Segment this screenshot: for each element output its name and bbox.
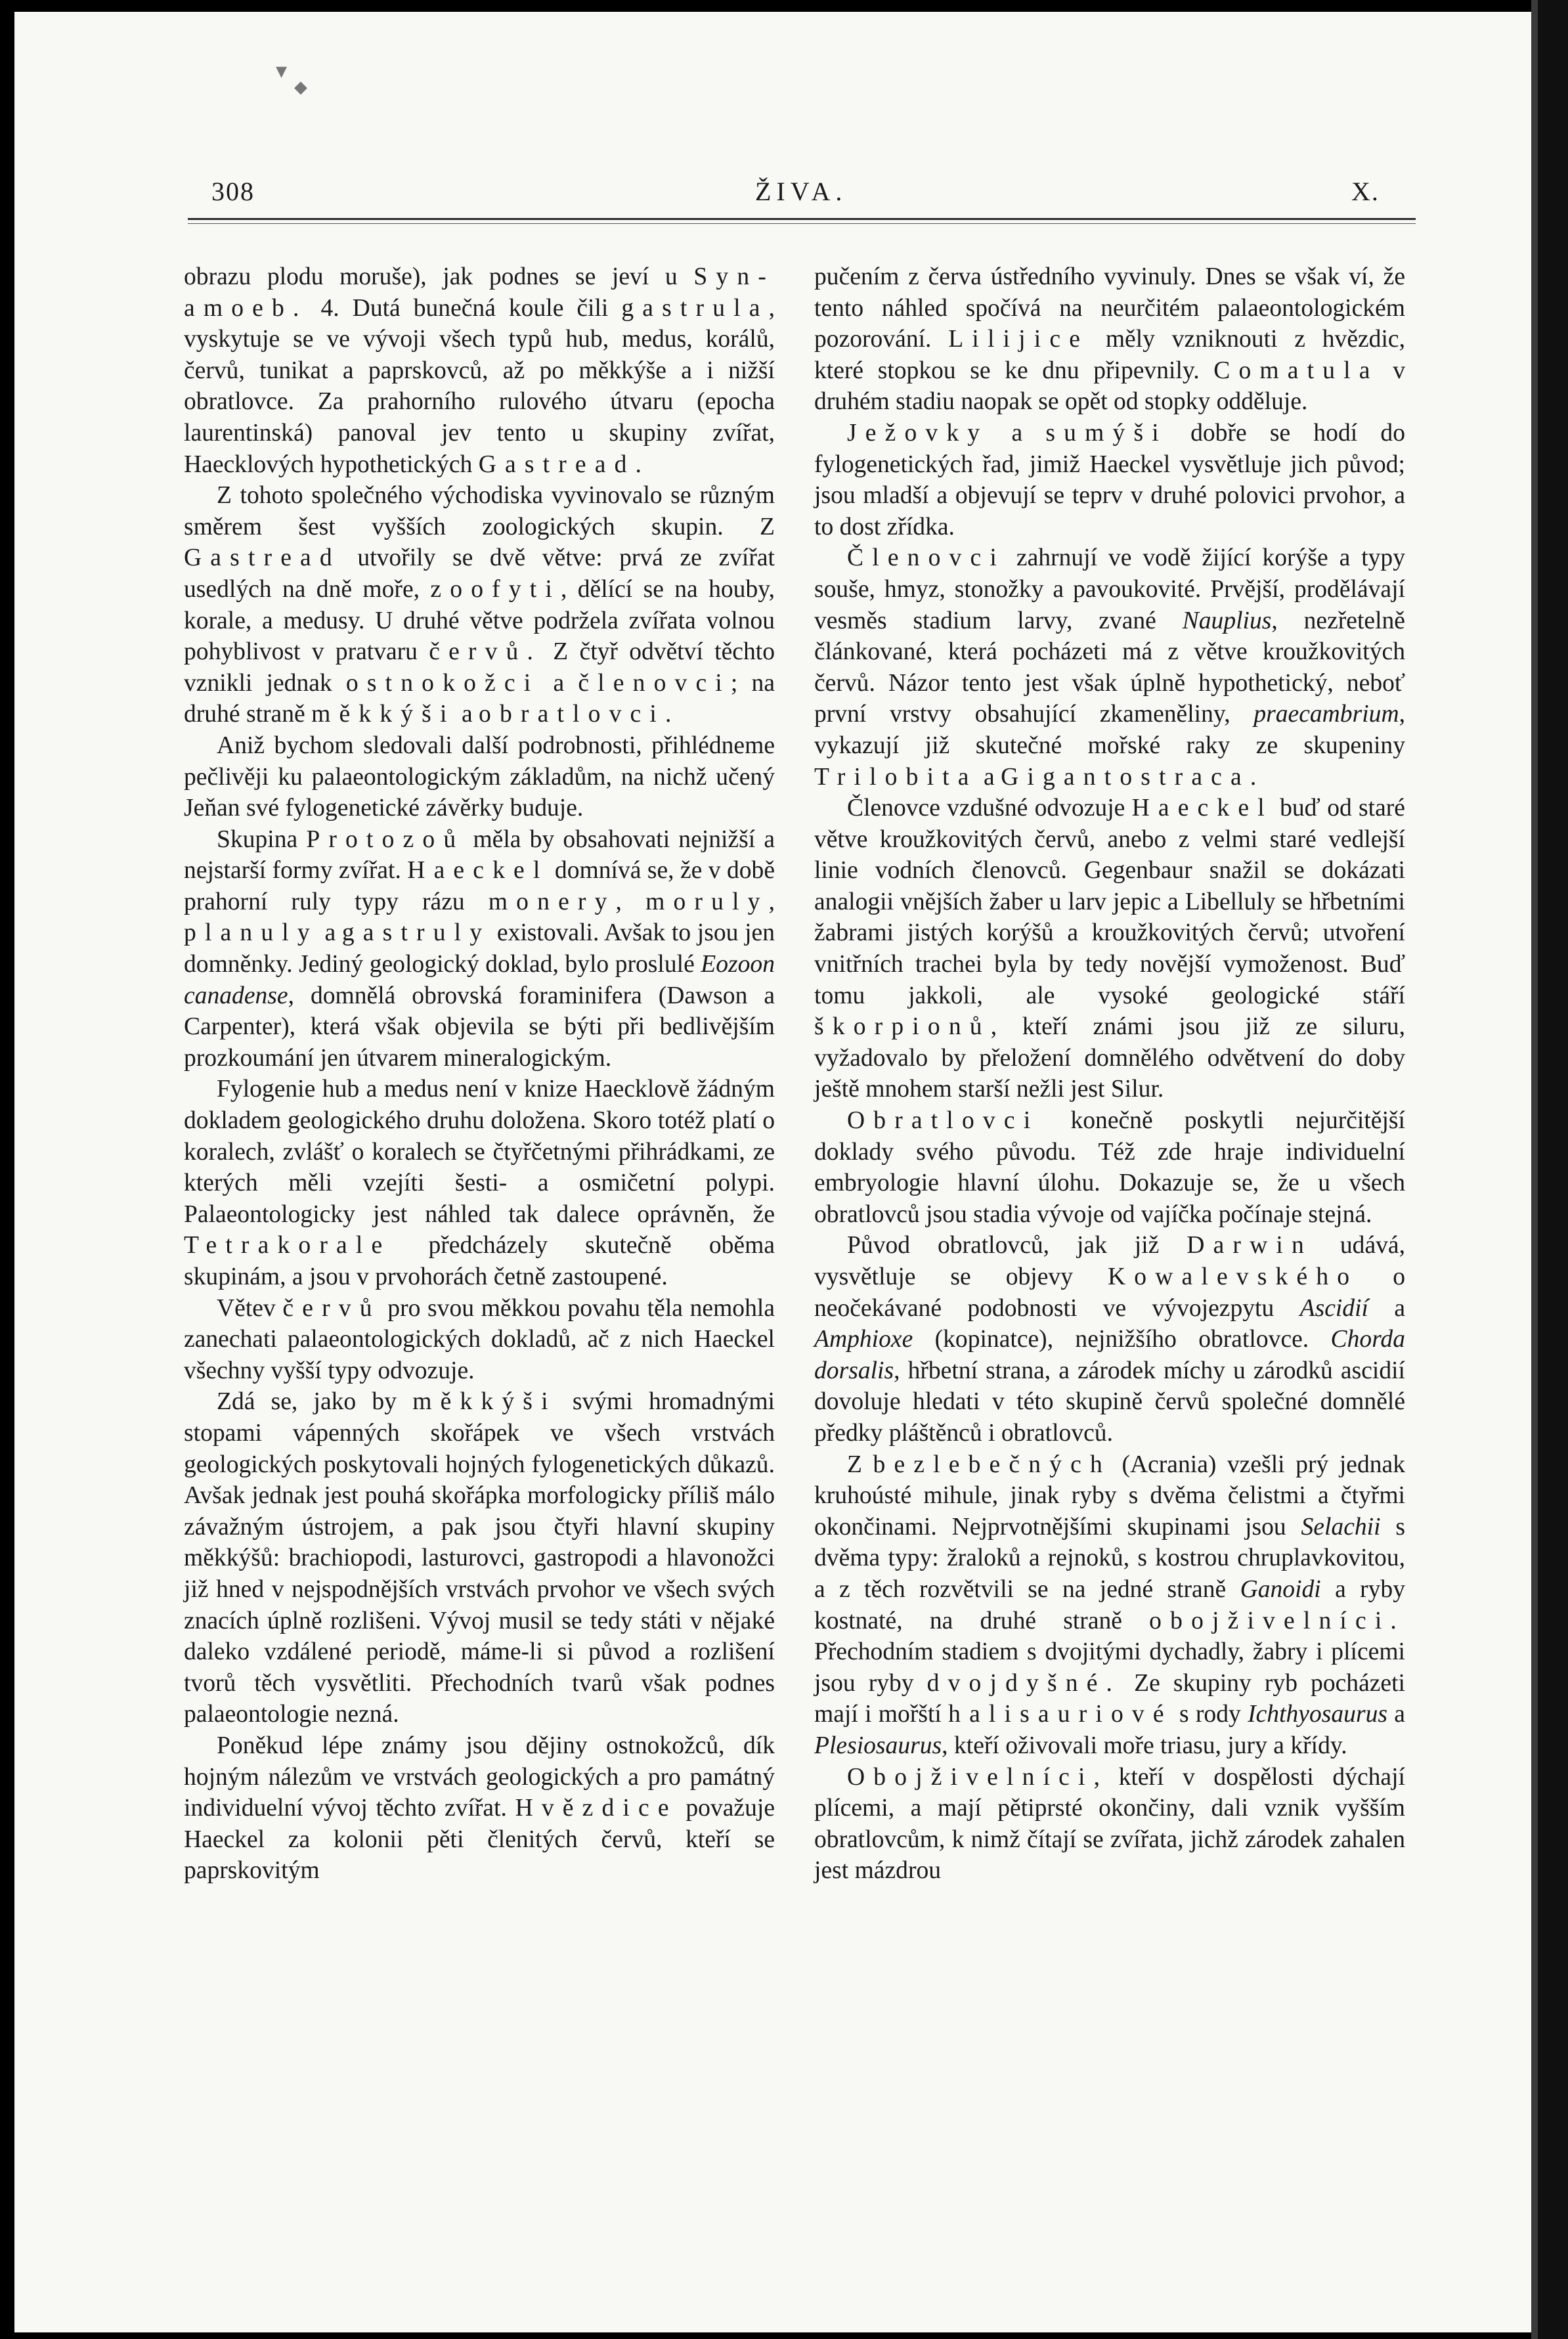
paragraph: Větev červů pro svou měkkou povahu těla nemohla zanechati palaeontologických dokladů, ač z nich Haeckel všechny vyšší typy odvozuje. [184,1294,775,1384]
italic-term: Nauplius [1182,607,1272,634]
paragraph: Fylogenie hub a medus není v knize Haecklově žádným dokladem geologického druhu doložena. Skoro totéž platí o koralech, zvlášť o koralech se čtyřčetnými přihrádkami, ze kterých měli vzejíti šesti- a osmičetní polypi. Palaeontologicky jest náhled tak dalece oprávněn, že Tetrakorale předcházely skutečně oběma skupinám, a jsou v prvohorách četně zastoupené. [184,1076,775,1290]
spaced-term: Kowalevského [1107,1263,1359,1290]
spaced-term: sumýši [1045,419,1167,447]
spaced-term: Haeckel [407,857,549,885]
paragraph: Ježovky a sumýši dobře se hodí do fylogenetických řad, jimiž Haeckel vysvětluje jich původ; jsou mladší a objevují se teprv v druhé polovici prvohor, a to dost zřídka. [814,419,1405,540]
spaced-term: měkkýši [412,1388,557,1416]
spaced-term: monery [488,888,616,915]
italic-term: Ganoidi [1240,1575,1321,1603]
spaced-term: Tetrakorale [184,1232,391,1259]
spaced-term: obojživelníci. [1149,1607,1405,1634]
paragraph: Členovce vzdušné odvozuje Haeckel buď od staré větve kroužkovitých červů, anebo z velmi staré vedlejší linie vodních členovců. Gegenbaur snažil se dokázati analogii vnějších žaber u larv jepic a Libelluly se hřbetními žabrami jistých korýšů a kroužkovitých červů; utvoření vnitřních trachei byla by tedy novější vymoženost. Buď tomu jakkoli, ale vysoké geologické stáří škorpionů, kteří známi jsou již ze siluru, vyžadovalo by přeložení domnělého odvětvení do doby ještě mnohem starší nežli jest Silur. [814,795,1405,1103]
volume-number: X. [1351,177,1380,206]
spaced-term: členovci [578,669,731,697]
running-title: ŽIVA. [755,177,848,206]
paragraph: Skupina Protozoů měla by obsahovati nejnižší a nejstarší formy zvířat. Haeckel domnívá se, že v době prahorní ruly typy rázu monery, moruly, planuly a gastruly existovali. Avšak to jsou jen domněnky. Jediný geologický doklad, bylo proslulé Eozoon canadense, domnělá obrovská foraminifera (Dawson a Carpenter), která však objevila se býti při bedlivějším prozkoumání jen útvarem mineralogickým. [184,825,775,1072]
spaced-term: Obojživelníci [847,1763,1094,1791]
spaced-term: obratlovci. [479,701,680,728]
spaced-term: Obratlovci [847,1107,1039,1135]
italic-term: Selachii [1301,1513,1381,1541]
print-speck: ▾ [276,59,288,83]
spaced-term: gastruly [341,919,491,947]
spaced-term: Haeckel [1131,795,1273,822]
spaced-term: zoofyti [430,575,561,603]
paragraph: Obojživelníci, kteří v dospělosti dýchají plícemi, a mají pětiprsté okončiny, dali vznik vyšším obratlovcům, k nimž čítají se zvířata, jichž zárodek zahalen jest mázdrou [814,1763,1405,1885]
spaced-term: Protozoů [306,825,465,853]
spaced-term: bezlebečných [873,1451,1111,1478]
spaced-term: Syn-amoeb. [184,263,775,322]
paragraph: obrazu plodu moruše), jak podnes se jeví u Syn-amoeb. 4. Dutá bunečná koule čili gastrula, vyskytuje se ve vývoji všech typů hub, medus, korálů, červů, tunikat a paprskovců, až po měkkýše a i nižší obratlovce. Za prahorního rulového útvaru (epocha laurentinská) panoval jev tento u skupiny zvířat, Haecklových hypothetických Gastread. [184,263,775,478]
paragraph: Poněkud lépe známy jsou dějiny ostnokožců, dík hojným nálezům ve vrstvách geologických a pro památný individuelní vývoj těchto zvířat. Hvězdice považuje Haeckel za kolonii pěti členitých červů, kteří se paprskovitým [184,1732,775,1885]
header-rule [188,218,1416,224]
paragraph: Z tohoto společného východiska vyvinovalo se různým směrem šest vyšších zoologických skupin. Z Gastread utvořily se dvě větve: prvá ze zvířat usedlých na dně moře, zoofyti, dělící se na houby, korale, a medusy. U druhé větve podržela zvířata volnou pohyblivost v pratvaru červů. Z čtyř odvětví těchto vznikli jednak ostnokožci a členovci; na druhé straně měkkýši a obratlovci. [184,482,775,728]
spaced-term: Lilijice [948,326,1089,353]
spaced-term: Ježovky [847,419,989,447]
spaced-term: moruly [645,888,769,915]
spaced-term: Gigantostraca. [1001,763,1265,791]
italic-term: praecambrium [1253,701,1399,728]
left-column [184,261,775,1887]
italic-term: Eozoon canadense [184,951,775,1009]
spaced-term: škorpionů [814,1013,991,1041]
paragraph: Původ obratlovců, jak již Darwin udává, vysvětluje se objevy Kowalevského o neočekávané podobnosti ve vývojezpytu Ascidií a Amphioxe (kopinatce), nejnižšího obratlovce. Chorda dorsalis, hřbetní strana, a zárodek míchy u zárodků ascidií dovoluje hledati v této skupině červů společné domnělé předky pláštěnců i obratlovců. [814,1232,1406,1447]
spaced-term: Gastread [184,544,341,572]
italic-term: Chorda dorsalis [814,1326,1405,1384]
paragraph: Členovci zahrnují ve vodě žijící korýše a typy souše, hmyz, stonožky a pavoukovité. Prvější, prodělávají vesměs stadium larvy, zvané Nauplius, nezřetelně článkované, která pocházeti má z větve kroužkovitých červů. Názor tento jest však úplně hypothetický, neboť první vrstvy obsahující zkameněliny, praecambrium, vykazují již skutečné mořské raky ze skupeniny Trilobita a Gigantostraca. [814,544,1405,791]
italic-term: Amphioxe [814,1326,913,1353]
spaced-term: Členovci [847,544,1005,572]
spaced-term: halisauriové [948,1701,1173,1728]
right-column [814,261,1405,1887]
spaced-term: červů. [429,638,542,666]
spaced-term: planuly [184,919,318,947]
italic-term: Plesiosaurus [814,1732,942,1759]
italic-term: Ascidií [1299,1294,1368,1322]
paragraph: pučením z červa ústředního vyvinuly. Dnes se však ví, že tento náhled spočívá na neurčitém palaeontologickém pozorování. Lilijice měly vzniknouti z hvězdic, které stopkou se ke dnu připevnily. Comatula v druhém stadiu naopak se opět od stopky odděluje. [814,263,1406,416]
spaced-term: ostnokožci [345,669,540,697]
spaced-term: červů [282,1294,381,1322]
scan-border [1531,0,1568,2339]
spaced-term: Comatula [1213,357,1379,384]
print-speck: ◆ [294,77,307,97]
italic-term: Ichthyosaurus [1248,1701,1388,1728]
paragraph: Obratlovci konečně poskytli nejurčitější doklady svého původu. Též zde hraje individuelní embryologie hlavní úlohu. Dokazuje se, že u všech obratlovců jsou stadia vývoje od vajíčka počínaje stejná. [814,1107,1405,1228]
spaced-term: dvojdyšné. [926,1669,1122,1697]
spaced-term: měkkýši [311,701,456,728]
paragraph: Aniž bychom sledovali další podrobnosti, přihlédneme pečlivěji ku palaeontologickým základům, na nichž učený Jeňan své fylogenetické závěrky buduje. [184,732,775,822]
paragraph: Z bezlebečných (Acrania) vzešli prý jednak kruhoústé mihule, jinak ryby s dvěma čelistmi a čtyřmi okončinami. Nejprvotnějšími skupinami jsou Selachii s dvěma typy: žraloků a rejnoků, s kostrou chruplavkovitou, a z těch rozvětvili se na jedné straně Ganoidi a ryby kostnaté, na druhé straně obojživelníci. Přechodním stadiem s dvojitými dychadly, žabry i plícemi jsou ryby dvojdyšné. Ze skupiny ryb pocházeti mají i mořští halisauriové s rody Ichthyosaurus a Plesiosaurus, kteří oživovali moře triasu, jury a křídy. [814,1451,1405,1759]
spaced-term: Darwin [1187,1232,1313,1259]
spaced-term: Gastread. [478,450,651,478]
spaced-term: Hvězdice [515,1795,678,1822]
spaced-term: gastrula [621,294,769,322]
page-number: 308 [211,177,255,206]
spaced-term: Trilobita [814,763,978,791]
paragraph: Zdá se, jako by měkkýši svými hromadnými stopami vápenných skořápek ve všech vrstvách geologických poskytovali hojných fylogenetických důkazů. Avšak jednak jest pouhá skořápka morfologicky příliš málo závažným ústrojem, a pak jsou čtyři hlavní skupiny měkkýšů: brachiopodi, lasturovci, gastropodi a hlavonožci již hned v nejspodnějších vrstvách prvohor ve všech svých znacích úplně rozlišeni. Vývoj musil se tedy státi v nějaké daleko vzdálené periodě, máme-li si původ a rozlišení tvorů těch vysvětliti. Přechodních tvarů však podnes palaeontologie nezná. [184,1388,775,1728]
